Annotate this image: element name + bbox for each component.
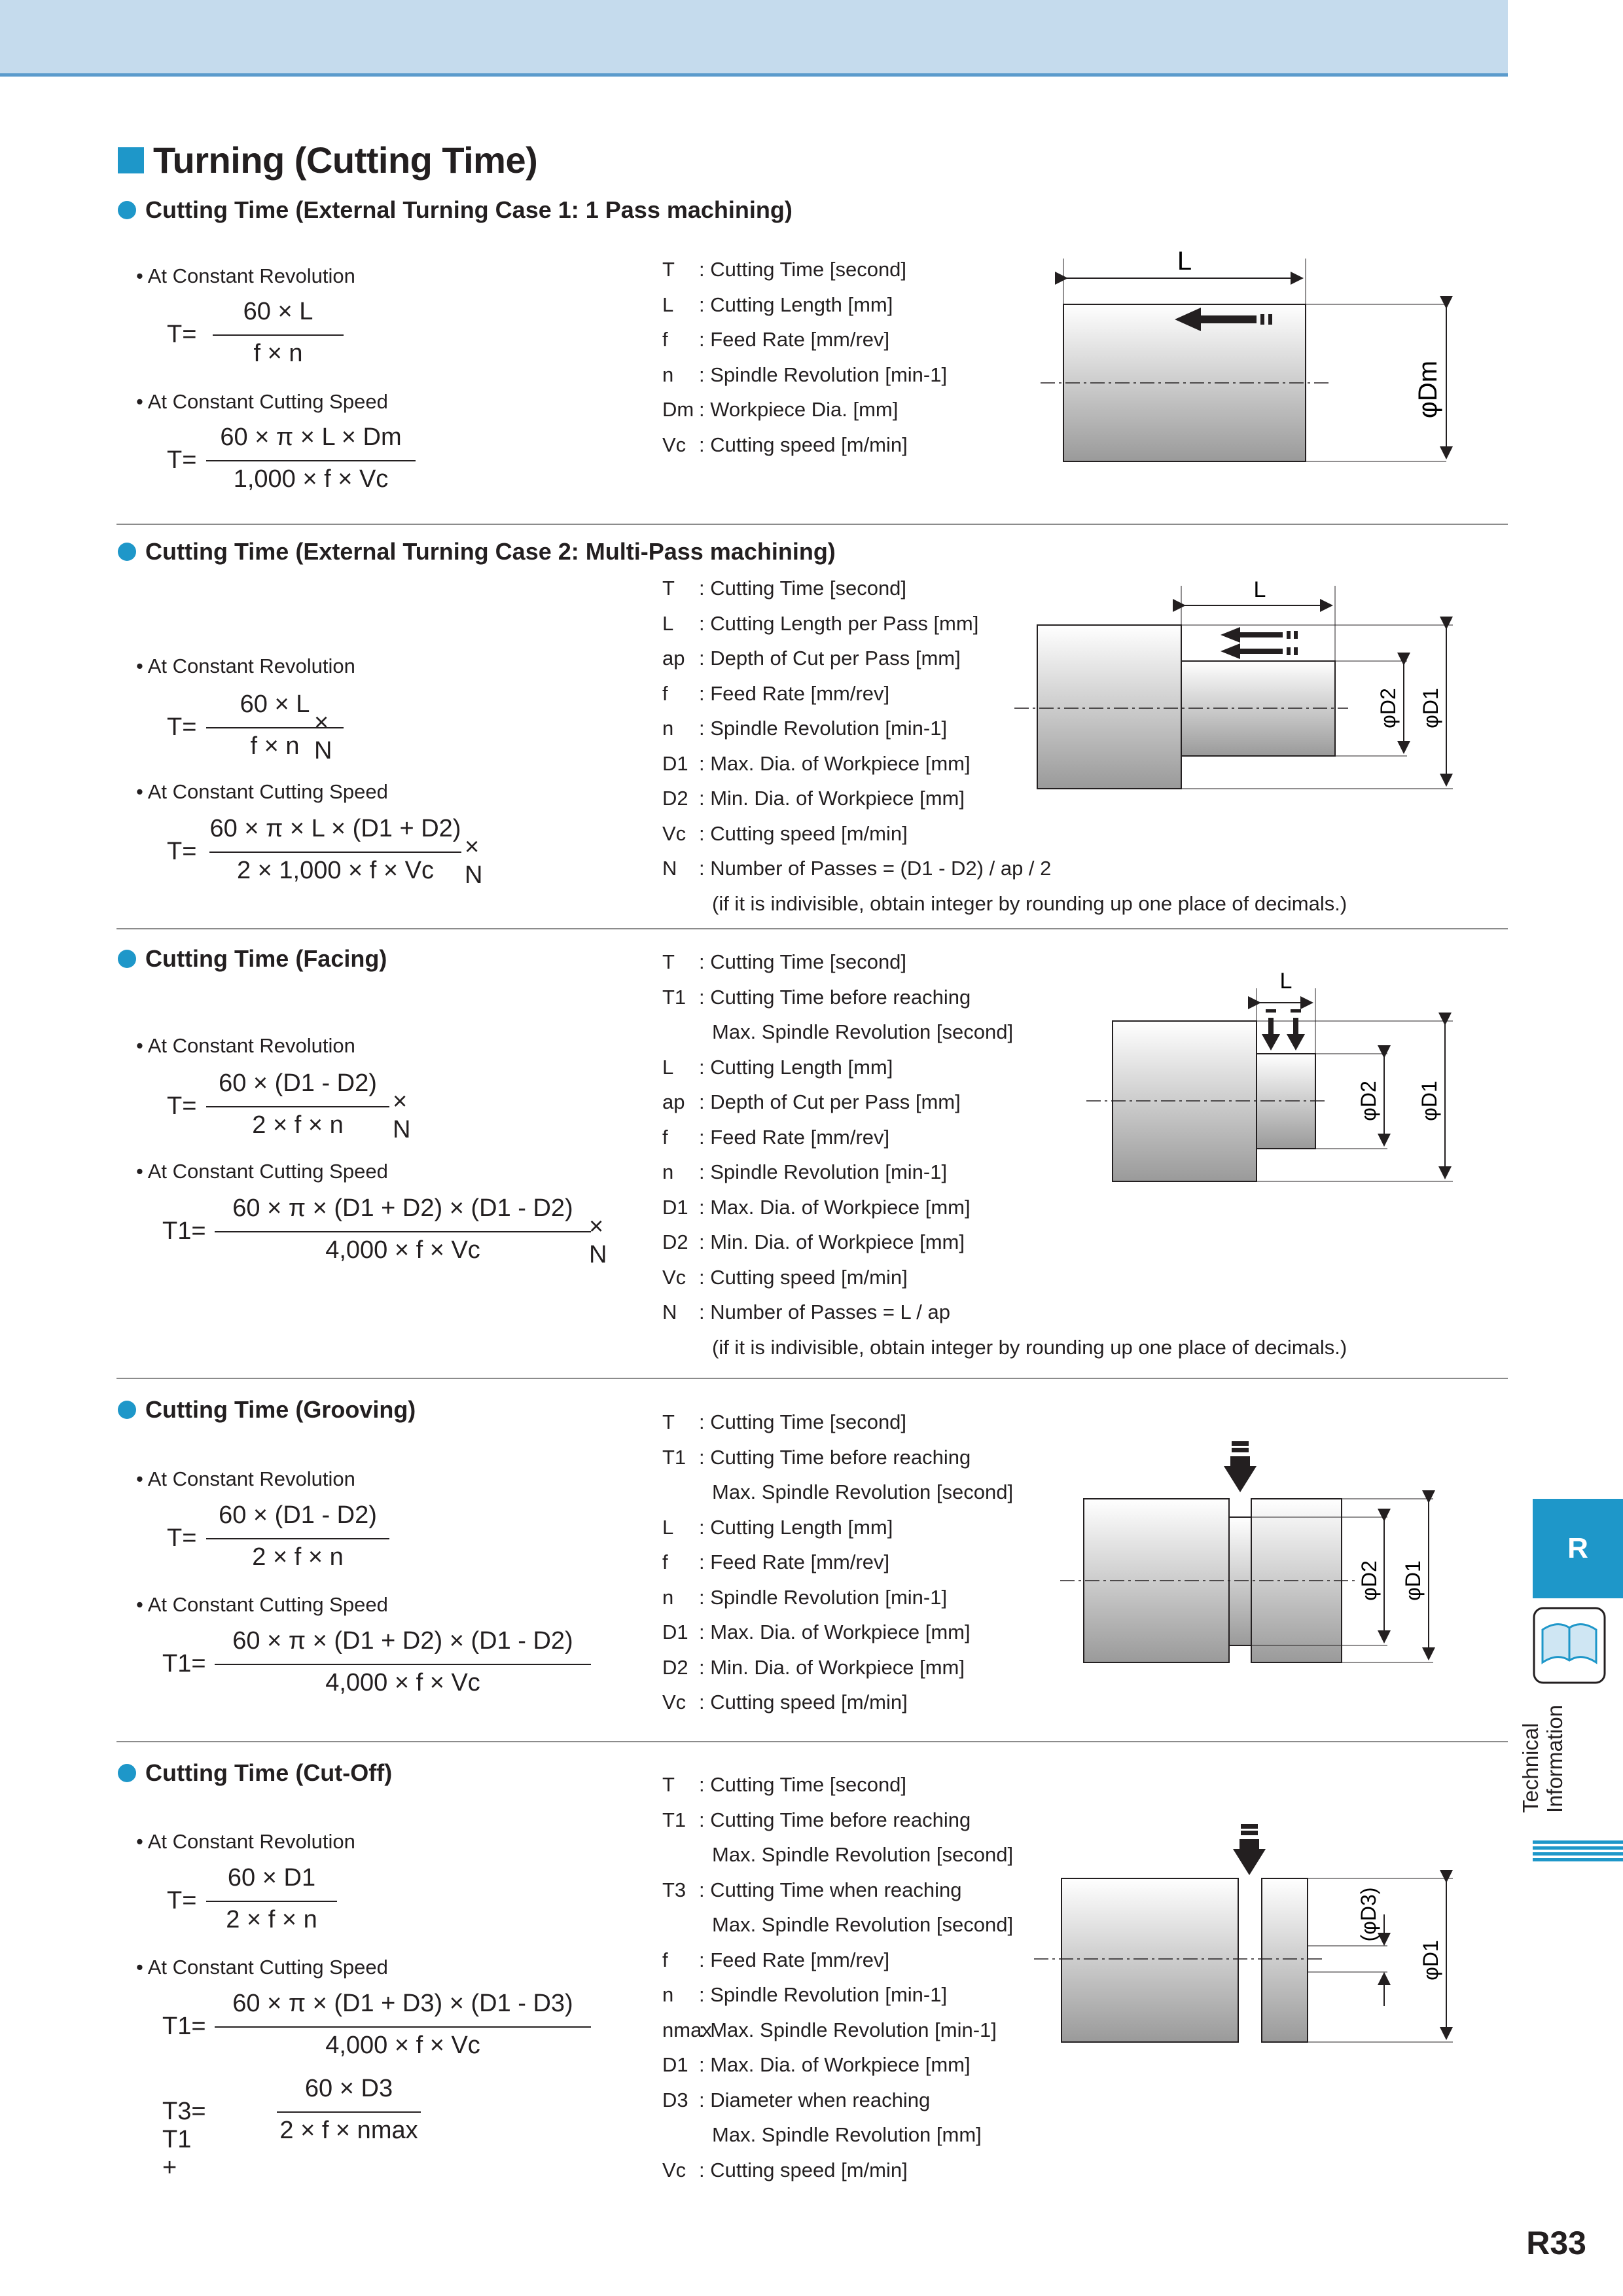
diameter-d2-label: φD2	[1357, 1081, 1380, 1121]
variable-symbol: n	[662, 363, 674, 386]
variable-symbol	[662, 1014, 712, 1050]
variable-symbol: T1	[662, 1808, 687, 1831]
variable-row	[662, 1510, 1013, 1545]
variable-description: : Spindle Revolution [min-1]	[699, 1983, 948, 2006]
diameter-d1-label: φD1	[1419, 1940, 1442, 1981]
variable-row	[662, 2047, 1013, 2083]
variable-description: : Cutting Time [second]	[699, 258, 907, 281]
variable-description: : Depth of Cut per Pass [mm]	[699, 1090, 961, 1113]
length-label: L	[1253, 577, 1266, 602]
variable-symbol: T	[662, 577, 675, 600]
fraction-bar	[206, 460, 416, 461]
variable-symbol	[662, 1907, 712, 1943]
diameter-d2-label: φD2	[1376, 688, 1400, 728]
variable-description: : Max. Dia. of Workpiece [mm]	[699, 1621, 971, 1643]
section-divider	[116, 524, 1508, 525]
variable-symbol: ap	[662, 647, 685, 670]
variable-description: : Cutting Length [mm]	[699, 1055, 893, 1079]
variable-description: : Max. Spindle Revolution [min-1]	[699, 2018, 997, 2041]
feed-arrow-icon	[1233, 1839, 1266, 1875]
variable-row	[662, 851, 1347, 886]
variable-symbol: ap	[662, 1090, 685, 1113]
formula-lhs: T1=	[162, 1217, 206, 1245]
figure-cut-off	[1034, 1816, 1479, 2058]
variable-symbol: Vc	[662, 1691, 687, 1713]
variable-description: Max. Spindle Revolution [second]	[712, 1480, 1014, 1503]
const-speed-label: • At Constant Cutting Speed	[136, 1593, 388, 1616]
formula-numerator: 60 × π × L × (D1 + D2)	[209, 815, 461, 842]
variable-description: : Diameter when reaching	[699, 2088, 931, 2111]
variable-row	[662, 1907, 1013, 1943]
length-label: L	[1177, 247, 1192, 276]
side-label-line: Technical	[1518, 1723, 1543, 1813]
fraction-bar	[215, 2026, 591, 2028]
variable-description: : Cutting Time [second]	[699, 577, 907, 600]
tool-icon	[1232, 1441, 1249, 1446]
variable-description: : Cutting speed [m/min]	[699, 433, 908, 456]
variable-description: : Cutting Time before reaching	[699, 985, 971, 1009]
variable-symbol: f	[662, 681, 668, 705]
variable-description: : Spindle Revolution [min-1]	[699, 1585, 948, 1609]
fraction-bar	[209, 852, 461, 853]
formula-denominator: 2 × f × n	[252, 1543, 344, 1571]
variable-row	[662, 1943, 1013, 1978]
formula-numerator: 60 × D1	[227, 1864, 316, 1892]
variable-description: : Cutting Time [second]	[699, 1773, 907, 1796]
variable-symbol: N	[662, 1300, 677, 1323]
variable-symbol	[662, 886, 712, 922]
variable-row	[662, 886, 1347, 922]
formula-lhs: T=	[167, 713, 197, 741]
diameter-d1-label: φD1	[1419, 688, 1442, 728]
variable-description: : Min. Dia. of Workpiece [mm]	[699, 1230, 965, 1253]
variable-symbol: Vc	[662, 2158, 687, 2181]
variable-symbol: T	[662, 1773, 675, 1796]
formula-lhs: T=	[167, 446, 197, 474]
const-rev-label: • At Constant Revolution	[136, 1034, 355, 1057]
formula-lhs: T=	[167, 838, 197, 865]
variable-symbol: Vc	[662, 821, 687, 845]
section-heading-grooving	[118, 1396, 416, 1424]
variable-description: : Cutting Length per Pass [mm]	[699, 611, 979, 635]
variable-description: : Feed Rate [mm/rev]	[699, 1551, 890, 1573]
fraction-bar	[206, 1901, 337, 1902]
variable-symbol: D1	[662, 751, 688, 775]
variable-description: : Min. Dia. of Workpiece [mm]	[699, 1655, 965, 1679]
const-speed-label: • At Constant Cutting Speed	[136, 1956, 388, 1979]
variable-description: : Spindle Revolution [min-1]	[699, 1160, 948, 1183]
formula-numerator: 60 × π × (D1 + D2) × (D1 - D2)	[232, 1627, 573, 1655]
header-band	[0, 0, 1508, 77]
page-title-text: Turning (Cutting Time)	[153, 139, 538, 181]
variable-list-4	[662, 1405, 1013, 1720]
variable-description: : Depth of Cut per Pass [mm]	[699, 647, 961, 670]
feed-arrow-icon	[1224, 1456, 1257, 1492]
variable-symbol	[662, 1330, 712, 1365]
variable-row	[662, 1260, 1347, 1295]
variable-description: : Cutting speed [m/min]	[699, 1691, 908, 1713]
variable-symbol: f	[662, 1948, 668, 1971]
bullet-dot-icon	[118, 1401, 136, 1419]
section-heading-text: Cutting Time (External Turning Case 2: Multi-Pass machining)	[145, 538, 836, 565]
formula-denominator: 2 × f × nmax	[279, 2117, 418, 2144]
variable-symbol: nmax	[662, 2018, 712, 2041]
formula-denominator: 2 × f × n	[252, 1111, 344, 1139]
variable-symbol: D3	[662, 2088, 688, 2111]
formula-numerator: 60 × L	[240, 691, 310, 718]
bullet-dot-icon	[118, 950, 136, 968]
formula-numerator: 60 × π × L × Dm	[220, 423, 402, 451]
figure-grooving	[1060, 1433, 1479, 1676]
variable-symbol: Vc	[662, 1265, 687, 1289]
const-rev-label: • At Constant Revolution	[136, 1830, 355, 1853]
formula-lhs: T1=	[162, 1650, 206, 1677]
variable-row	[662, 1405, 1013, 1440]
variable-row	[662, 1685, 1013, 1720]
variable-list-5	[662, 1767, 1013, 2187]
variable-symbol: n	[662, 1585, 674, 1609]
variable-description: : Spindle Revolution [min-1]	[699, 363, 948, 386]
variable-symbol: D2	[662, 1655, 688, 1679]
variable-symbol: n	[662, 1160, 674, 1183]
section-heading-text: Cutting Time (Grooving)	[145, 1396, 416, 1423]
const-speed-label: • At Constant Cutting Speed	[136, 390, 388, 413]
formula-denominator: f × n	[250, 732, 300, 760]
variable-description: : Cutting speed [m/min]	[699, 821, 908, 845]
variable-symbol: Dm	[662, 398, 694, 421]
feed-arrow-icon	[1262, 1018, 1280, 1050]
variable-row	[662, 2083, 1013, 2118]
const-rev-label: • At Constant Revolution	[136, 264, 355, 287]
formula-numerator: 60 × π × (D1 + D2) × (D1 - D2)	[232, 1194, 573, 1222]
variable-symbol: D1	[662, 1621, 688, 1643]
formula-multiplier: × N	[393, 1088, 411, 1143]
diameter-label: φDm	[1414, 360, 1442, 419]
formula-multiplier: × N	[465, 833, 483, 889]
variable-symbol: D2	[662, 1230, 688, 1253]
variable-description: Max. Spindle Revolution [second]	[712, 1020, 1014, 1043]
variable-symbol: f	[662, 1125, 668, 1149]
variable-description: : Cutting Length [mm]	[699, 293, 893, 316]
feed-arrow-icon	[1287, 1018, 1305, 1050]
diameter-d2-label: φD2	[1357, 1560, 1381, 1601]
variable-row	[662, 2117, 1013, 2153]
variable-description: : Cutting Time before reaching	[699, 1445, 971, 1469]
variable-description: : Min. Dia. of Workpiece [mm]	[699, 787, 965, 810]
variable-description: Max. Spindle Revolution [mm]	[712, 2123, 982, 2146]
formula-denominator: 4,000 × f × Vc	[325, 1669, 480, 1696]
figure-facing	[1073, 962, 1466, 1198]
bullet-dot-icon	[118, 1764, 136, 1782]
variable-description: : Max. Dia. of Workpiece [mm]	[699, 751, 971, 775]
const-speed-label: • At Constant Cutting Speed	[136, 780, 388, 803]
formula-lhs: T=	[167, 1887, 197, 1914]
variable-row	[662, 1545, 1013, 1580]
variable-description: (if it is indivisible, obtain integer by rounding up one place of decimals.)	[712, 891, 1347, 915]
variable-row	[662, 1225, 1347, 1260]
formula-numerator: 60 × (D1 - D2)	[219, 1501, 377, 1529]
variable-symbol: D1	[662, 1195, 688, 1219]
variable-symbol	[662, 1837, 712, 1873]
fraction-bar	[215, 1231, 591, 1232]
section-heading-text: Cutting Time (Cut-Off)	[145, 1759, 393, 1786]
section-heading-external-1	[118, 196, 793, 224]
variable-row	[662, 357, 947, 393]
variable-row	[662, 1873, 1013, 1908]
variable-description: Max. Spindle Revolution [second]	[712, 1913, 1014, 1936]
variable-description: : Cutting Time before reaching	[699, 1808, 971, 1831]
variable-description: : Workpiece Dia. [mm]	[699, 398, 899, 421]
formula-denominator: f × n	[253, 340, 303, 367]
formula-denominator: 4,000 × f × Vc	[325, 1236, 480, 1264]
variable-row	[662, 1440, 1013, 1475]
section-divider	[116, 1378, 1508, 1379]
variable-row	[662, 2153, 1013, 2188]
variable-row	[662, 816, 1347, 852]
variable-symbol: T3	[662, 1878, 687, 1901]
variable-symbol: T	[662, 1410, 675, 1433]
fraction-bar	[206, 1106, 389, 1107]
variable-symbol: T1	[662, 1445, 687, 1469]
variable-row	[662, 1615, 1013, 1650]
formula-multiplier: × N	[589, 1213, 607, 1268]
variable-row	[662, 1650, 1013, 1685]
section-tab-r[interactable]: R	[1533, 1499, 1623, 1598]
const-rev-label: • At Constant Revolution	[136, 1467, 355, 1490]
variable-list-1	[662, 252, 947, 462]
variable-description: : Number of Passes = L / ap	[699, 1300, 950, 1323]
section-divider	[116, 928, 1508, 929]
variable-row	[662, 1767, 1013, 1803]
variable-symbol: L	[662, 1055, 674, 1079]
fraction-bar	[213, 334, 344, 336]
diameter-d3-label: (φD3)	[1357, 1887, 1380, 1942]
page-number: R33	[1526, 2225, 1586, 2261]
fraction-bar	[215, 1664, 591, 1665]
formula-numerator: 60 × D3	[304, 2075, 393, 2102]
section-heading-text: Cutting Time (External Turning Case 1: 1 Pass machining)	[145, 196, 793, 223]
formula-denominator: 2 × 1,000 × f × Vc	[236, 857, 435, 884]
formula-lhs: T=	[167, 1092, 197, 1120]
variable-symbol: n	[662, 1983, 674, 2006]
variable-row	[662, 1837, 1013, 1873]
variable-row	[662, 287, 947, 323]
book-icon	[1533, 1607, 1606, 1684]
length-label: L	[1279, 969, 1293, 994]
variable-description: : Max. Dia. of Workpiece [mm]	[699, 2053, 971, 2076]
feed-arrow-icon	[1221, 627, 1283, 643]
variable-description: : Feed Rate [mm/rev]	[699, 681, 890, 705]
variable-description: (if it is indivisible, obtain integer by rounding up one place of decimals.)	[712, 1335, 1347, 1359]
variable-row	[662, 1580, 1013, 1615]
variable-description: : Feed Rate [mm/rev]	[699, 328, 890, 351]
side-stripes	[1533, 1840, 1623, 1864]
section-divider	[116, 1741, 1508, 1742]
fraction-bar	[206, 1538, 389, 1539]
fraction-bar	[277, 2111, 421, 2113]
const-rev-label: • At Constant Revolution	[136, 655, 355, 677]
section-heading-external-2	[118, 538, 836, 565]
formula-lhs: T3= T1 +	[162, 2098, 206, 2181]
variable-description: : Feed Rate [mm/rev]	[699, 1948, 890, 1971]
variable-description: : Max. Dia. of Workpiece [mm]	[699, 1195, 971, 1219]
variable-symbol: T1	[662, 985, 687, 1009]
variable-symbol: D2	[662, 787, 688, 810]
variable-symbol: L	[662, 611, 674, 635]
variable-description: : Cutting speed [m/min]	[699, 1265, 908, 1289]
variable-description: : Cutting speed [m/min]	[699, 2158, 908, 2181]
title-square-icon	[118, 147, 144, 173]
variable-row	[662, 427, 947, 463]
formula-denominator: 1,000 × f × Vc	[233, 465, 389, 493]
variable-row	[662, 1977, 1013, 2013]
variable-symbol: D1	[662, 2053, 688, 2076]
variable-symbol: T	[662, 258, 675, 281]
variable-description: : Feed Rate [mm/rev]	[699, 1125, 890, 1149]
section-heading-text: Cutting Time (Facing)	[145, 945, 387, 972]
formula-numerator: 60 × L	[243, 298, 313, 325]
variable-symbol: f	[662, 1551, 668, 1573]
variable-description: : Cutting Time [second]	[699, 1410, 907, 1433]
feed-arrow-icon	[1221, 643, 1283, 659]
variable-row	[662, 1330, 1347, 1365]
formula-lhs: T1=	[162, 2013, 206, 2040]
section-heading-cut-off	[118, 1759, 392, 1787]
variable-row	[662, 1475, 1013, 1510]
variable-symbol: T	[662, 950, 675, 973]
formula-numerator: 60 × (D1 - D2)	[219, 1069, 377, 1097]
variable-symbol: f	[662, 328, 668, 351]
variable-description: : Number of Passes = (D1 - D2) / ap / 2	[699, 857, 1052, 880]
variable-symbol: L	[662, 1515, 674, 1539]
diameter-d1-label: φD1	[1401, 1560, 1425, 1601]
variable-row	[662, 2013, 1013, 2048]
diameter-d1-label: φD1	[1418, 1081, 1441, 1121]
variable-row	[662, 1803, 1013, 1838]
bullet-dot-icon	[118, 543, 136, 561]
variable-symbol: N	[662, 857, 677, 880]
variable-row	[662, 252, 947, 287]
variable-symbol	[662, 2117, 712, 2153]
figure-external-1pass	[1027, 242, 1459, 478]
bullet-dot-icon	[118, 201, 136, 219]
variable-description: : Spindle Revolution [min-1]	[699, 717, 948, 740]
page-title	[118, 139, 537, 181]
variable-description: Max. Spindle Revolution [second]	[712, 1843, 1014, 1866]
variable-symbol: L	[662, 293, 674, 316]
formula-lhs: T=	[167, 321, 197, 348]
tool-icon	[1241, 1824, 1258, 1829]
variable-symbol: Vc	[662, 433, 687, 456]
const-speed-label: • At Constant Cutting Speed	[136, 1160, 388, 1183]
variable-row	[662, 322, 947, 357]
variable-description: : Cutting Time when reaching	[699, 1878, 962, 1901]
formula-lhs: T=	[167, 1524, 197, 1552]
figure-external-multipass	[1008, 569, 1466, 798]
variable-symbol: n	[662, 717, 674, 740]
variable-row	[662, 1295, 1347, 1330]
variable-description: : Cutting Length [mm]	[699, 1515, 893, 1539]
section-heading-facing	[118, 945, 387, 973]
variable-row	[662, 392, 947, 427]
formula-multiplier: × N	[314, 709, 332, 764]
variable-description: : Cutting Time [second]	[699, 950, 907, 973]
side-label-line: Information	[1543, 1704, 1567, 1813]
formula-denominator: 4,000 × f × Vc	[325, 2032, 480, 2059]
side-label-technical-information	[1518, 1705, 1567, 1813]
variable-symbol	[662, 1475, 712, 1510]
formula-denominator: 2 × f × n	[226, 1906, 317, 1933]
formula-numerator: 60 × π × (D1 + D3) × (D1 - D3)	[232, 1990, 573, 2017]
